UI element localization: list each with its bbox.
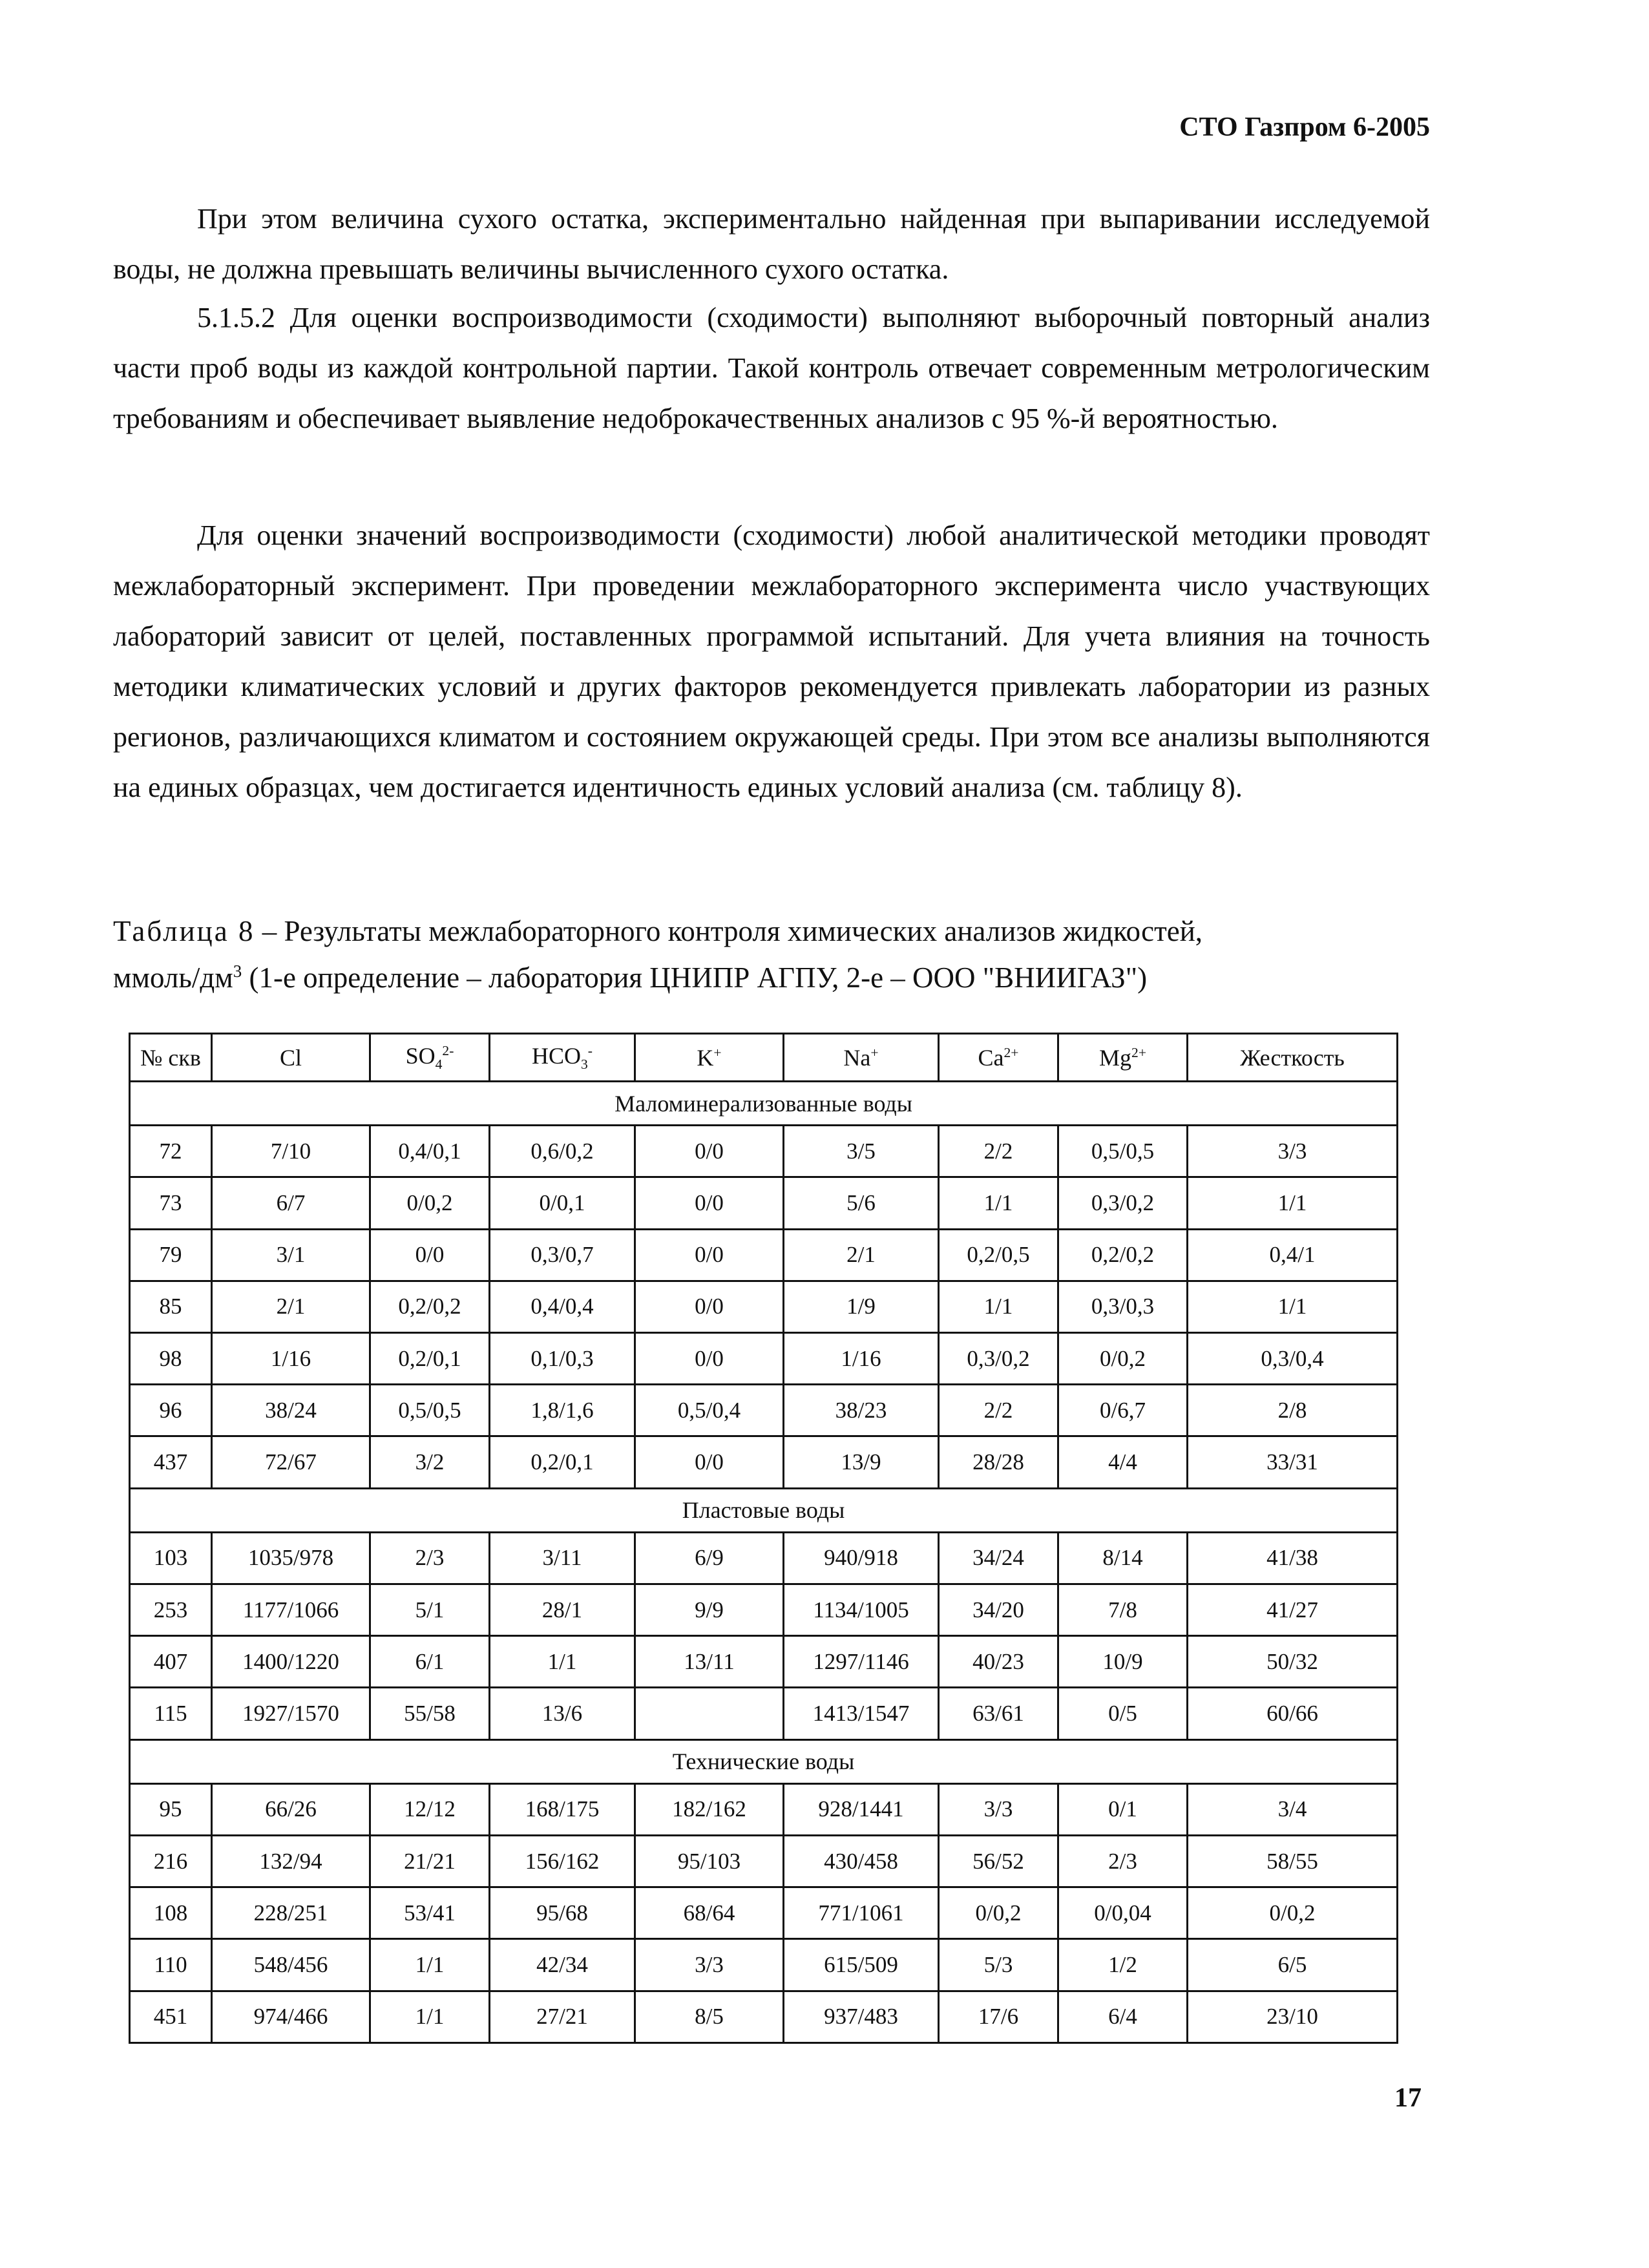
table-cell: 0/0 [635, 1229, 784, 1281]
table-row [130, 1836, 1398, 1887]
table-cell: 34/20 [939, 1584, 1058, 1636]
column-header-subscript: 3 [581, 1056, 588, 1073]
table-cell: 0,4/1 [1188, 1229, 1398, 1281]
table-cell: 1927/1570 [212, 1688, 370, 1739]
table-cell: 95/103 [635, 1836, 784, 1887]
well-number-cell: 72 [130, 1126, 212, 1177]
table-cell: 9/9 [635, 1584, 784, 1636]
caption-line-1 [113, 911, 1341, 951]
table-cell: 0/6,7 [1058, 1385, 1188, 1436]
table-cell: 0,2/0,5 [939, 1229, 1058, 1281]
table-cell: 6/1 [370, 1636, 490, 1688]
well-number-cell: 451 [130, 1991, 212, 2042]
table-cell: 1/1 [939, 1281, 1058, 1332]
table-cell: 1400/1220 [212, 1636, 370, 1688]
table-cell: 28/28 [939, 1436, 1058, 1488]
table-cell: 0,2/0,1 [490, 1436, 635, 1488]
well-number-cell: 110 [130, 1939, 212, 1991]
table-cell: 0/5 [1058, 1688, 1188, 1739]
table-cell: 1/1 [1188, 1281, 1398, 1332]
table-cell: 771/1061 [784, 1887, 939, 1939]
table-cell: 2/3 [370, 1532, 490, 1584]
well-number-cell: 407 [130, 1636, 212, 1688]
document-code-header: СТО Газпром 6-2005 [1179, 112, 1430, 142]
column-header-label: Жесткость [1240, 1044, 1345, 1071]
table-cell: 0/0,2 [939, 1887, 1058, 1939]
table-cell: 228/251 [212, 1887, 370, 1939]
table-cell: 1/1 [370, 1991, 490, 2042]
table-cell: 5/6 [784, 1177, 939, 1229]
table-cell: 21/21 [370, 1836, 490, 1887]
table-row [130, 1126, 1398, 1177]
table-cell: 55/58 [370, 1688, 490, 1739]
table-cell: 63/61 [939, 1688, 1058, 1739]
table-cell: 0,6/0,2 [490, 1126, 635, 1177]
table-cell: 10/9 [1058, 1636, 1188, 1688]
table-cell: 53/41 [370, 1887, 490, 1939]
caption-label: Таблица 8 [113, 915, 255, 947]
table-row [130, 1939, 1398, 1991]
group-header-row [130, 1488, 1398, 1532]
table-cell: 548/456 [212, 1939, 370, 1991]
well-number-cell: 103 [130, 1532, 212, 1584]
column-header [1058, 1034, 1188, 1082]
page-number: 17 [1394, 2083, 1422, 2113]
table-cell: 3/11 [490, 1532, 635, 1584]
table-cell: 23/10 [1188, 1991, 1398, 2042]
table-cell: 17/6 [939, 1991, 1058, 2042]
caption-note: (1-е определение – лаборатория ЦНИПР АГПУ, 2-е – ООО "ВНИИГАЗ") [242, 961, 1148, 994]
table-cell: 8/5 [635, 1991, 784, 2042]
table-cell: 27/21 [490, 1991, 635, 2042]
table-row [130, 1333, 1398, 1385]
table-cell: 3/3 [939, 1783, 1058, 1835]
table-cell: 0/0,2 [1188, 1887, 1398, 1939]
column-header [1188, 1034, 1398, 1082]
table-cell: 8/14 [1058, 1532, 1188, 1584]
table-cell: 0,1/0,3 [490, 1333, 635, 1385]
table-row [130, 1229, 1398, 1281]
well-number-cell: 108 [130, 1887, 212, 1939]
table-cell: 0/0 [370, 1229, 490, 1281]
table-cell: 42/34 [490, 1939, 635, 1991]
table-cell: 7/10 [212, 1126, 370, 1177]
table-cell: 0/0 [635, 1177, 784, 1229]
table-cell: 1/1 [939, 1177, 1058, 1229]
table-cell: 33/31 [1188, 1436, 1398, 1488]
table-cell [635, 1688, 784, 1739]
table-cell: 615/509 [784, 1939, 939, 1991]
well-number-cell: 95 [130, 1783, 212, 1835]
body-paragraph-1 [113, 194, 1430, 295]
caption-line-2 [113, 951, 1341, 998]
body-paragraph-3 [113, 510, 1430, 813]
table-row [130, 1584, 1398, 1636]
column-header [212, 1034, 370, 1082]
table-cell: 4/4 [1058, 1436, 1188, 1488]
table-cell: 0,4/0,4 [490, 1281, 635, 1332]
table-cell: 1/16 [784, 1333, 939, 1385]
table-cell: 56/52 [939, 1836, 1058, 1887]
table-cell: 1297/1146 [784, 1636, 939, 1688]
table-cell: 0/0,1 [490, 1177, 635, 1229]
table-cell: 66/26 [212, 1783, 370, 1835]
table-cell: 5/1 [370, 1584, 490, 1636]
column-header-label: HCO [531, 1042, 581, 1069]
table-cell: 2/8 [1188, 1385, 1398, 1436]
table-cell: 974/466 [212, 1991, 370, 2042]
caption-title: – Результаты межлабораторного контроля химических анализов жидкостей, [255, 915, 1203, 947]
table-cell: 0,3/0,4 [1188, 1333, 1398, 1385]
table-cell: 6/9 [635, 1532, 784, 1584]
table-cell: 1/1 [1188, 1177, 1398, 1229]
table-cell: 38/24 [212, 1385, 370, 1436]
table-cell: 1177/1066 [212, 1584, 370, 1636]
column-header-label: SO [405, 1042, 436, 1069]
table-row [130, 1991, 1398, 2042]
well-number-cell: 85 [130, 1281, 212, 1332]
column-header [490, 1034, 635, 1082]
table-cell: 0,4/0,1 [370, 1126, 490, 1177]
caption-unit-exponent: 3 [233, 961, 242, 981]
table-cell: 2/1 [212, 1281, 370, 1332]
table-cell: 68/64 [635, 1887, 784, 1939]
table-caption [113, 911, 1341, 998]
column-header-superscript: + [870, 1044, 879, 1060]
table-cell: 182/162 [635, 1783, 784, 1835]
table-cell: 1035/978 [212, 1532, 370, 1584]
table-cell: 1,8/1,6 [490, 1385, 635, 1436]
table-cell: 0,3/0,2 [939, 1333, 1058, 1385]
table-cell: 3/2 [370, 1436, 490, 1488]
group-header-row [130, 1082, 1398, 1126]
table-cell: 0/0 [635, 1436, 784, 1488]
header-row [130, 1034, 1398, 1082]
well-number-cell: 437 [130, 1436, 212, 1488]
column-header [784, 1034, 939, 1082]
table-cell: 940/918 [784, 1532, 939, 1584]
table-cell: 0/0,2 [1058, 1333, 1188, 1385]
table-cell: 0/0 [635, 1281, 784, 1332]
column-header-superscript: - [587, 1042, 593, 1058]
column-header-label: Ca [978, 1044, 1004, 1071]
table-cell: 95/68 [490, 1887, 635, 1939]
column-header-label: Cl [279, 1044, 302, 1071]
table-cell: 0/0,2 [370, 1177, 490, 1229]
table-cell: 168/175 [490, 1783, 635, 1835]
table-cell: 3/3 [635, 1939, 784, 1991]
table-cell: 13/9 [784, 1436, 939, 1488]
table-body [130, 1082, 1398, 2043]
table-cell: 0,5/0,4 [635, 1385, 784, 1436]
table-cell: 60/66 [1188, 1688, 1398, 1739]
table-cell: 5/3 [939, 1939, 1058, 1991]
table-cell: 2/3 [1058, 1836, 1188, 1887]
table-cell: 0/0,04 [1058, 1887, 1188, 1939]
table-cell: 34/24 [939, 1532, 1058, 1584]
table-cell: 0,5/0,5 [370, 1385, 490, 1436]
table-cell: 41/27 [1188, 1584, 1398, 1636]
table-row [130, 1385, 1398, 1436]
table-row [130, 1636, 1398, 1688]
table-cell: 3/4 [1188, 1783, 1398, 1835]
table-cell: 1/9 [784, 1281, 939, 1332]
group-title: Маломинерализованные воды [130, 1082, 1398, 1126]
table-cell: 12/12 [370, 1783, 490, 1835]
table-cell: 38/23 [784, 1385, 939, 1436]
table-cell: 0,5/0,5 [1058, 1126, 1188, 1177]
table-cell: 0,2/0,2 [1058, 1229, 1188, 1281]
well-number-cell: 73 [130, 1177, 212, 1229]
table-cell: 6/7 [212, 1177, 370, 1229]
paragraph-text: 5.1.5.2 Для оценки воспроизводимости (сходимости) выполняют выборочный повторный анализ части проб воды из каждой контрольной партии. Такой контроль отвечает современным метрологическим требованиям и обеспечивает выявление недоброкачественных анализов с 95 %-й вероятностью. [113, 302, 1430, 434]
column-header-label: K [697, 1044, 714, 1071]
table-row [130, 1532, 1398, 1584]
table-cell: 0,2/0,1 [370, 1333, 490, 1385]
table-cell: 1413/1547 [784, 1688, 939, 1739]
table-cell: 937/483 [784, 1991, 939, 2042]
table-cell: 58/55 [1188, 1836, 1398, 1887]
well-number-cell: 115 [130, 1688, 212, 1739]
column-header [370, 1034, 490, 1082]
paragraph-text: При этом величина сухого остатка, экспериментально найденная при выпаривании исследуемой воды, не должна превышать величины вычисленного сухого остатка. [113, 203, 1430, 285]
column-header-subscript: 4 [435, 1056, 443, 1073]
table-cell: 50/32 [1188, 1636, 1398, 1688]
table-cell: 1/1 [370, 1939, 490, 1991]
table-row [130, 1688, 1398, 1739]
table-cell: 430/458 [784, 1836, 939, 1887]
table-row [130, 1783, 1398, 1835]
table-cell: 40/23 [939, 1636, 1058, 1688]
table-cell: 2/2 [939, 1126, 1058, 1177]
table-cell: 3/5 [784, 1126, 939, 1177]
well-number-cell: 96 [130, 1385, 212, 1436]
column-header-label: № скв [140, 1044, 201, 1071]
table-cell: 1/16 [212, 1333, 370, 1385]
group-title: Технические воды [130, 1739, 1398, 1783]
column-header [130, 1034, 212, 1082]
table-cell: 0,3/0,2 [1058, 1177, 1188, 1229]
table-cell: 0,3/0,7 [490, 1229, 635, 1281]
well-number-cell: 253 [130, 1584, 212, 1636]
paragraph-text: Для оценки значений воспроизводимости (сходимости) любой аналитической методики проводят межлабораторный эксперимент. При проведении межлабораторного эксперимента число участвующих лабораторий зависит от целей, поставленных программой испытаний. Для учета влияния на точность методики климатических условий и других факторов рекомендуется привлекать лаборатории из разных регионов, различающихся климатом и состоянием окружающей среды. При этом все анализы выполняются на единых образцах, чем достигается идентичность единых условий анализа (см. таблицу 8). [113, 520, 1430, 803]
table-cell: 132/94 [212, 1836, 370, 1887]
table-row [130, 1177, 1398, 1229]
table-cell: 28/1 [490, 1584, 635, 1636]
body-paragraph-2 [113, 293, 1430, 444]
table-row [130, 1887, 1398, 1939]
table-cell: 0/0 [635, 1333, 784, 1385]
table-cell: 156/162 [490, 1836, 635, 1887]
table-cell: 2/2 [939, 1385, 1058, 1436]
table-header [130, 1034, 1398, 1082]
well-number-cell: 79 [130, 1229, 212, 1281]
table-cell: 0/0 [635, 1126, 784, 1177]
well-number-cell: 216 [130, 1836, 212, 1887]
table-cell: 3/1 [212, 1229, 370, 1281]
table-cell: 1/2 [1058, 1939, 1188, 1991]
column-header-superscript: 2+ [1003, 1044, 1019, 1060]
group-title: Пластовые воды [130, 1488, 1398, 1532]
table-cell: 41/38 [1188, 1532, 1398, 1584]
table-cell: 6/4 [1058, 1991, 1188, 2042]
table-cell: 2/1 [784, 1229, 939, 1281]
table-cell: 928/1441 [784, 1783, 939, 1835]
column-header-superscript: 2- [442, 1042, 454, 1058]
table-cell: 1134/1005 [784, 1584, 939, 1636]
caption-unit: ммоль/дм [113, 961, 233, 994]
table-row [130, 1281, 1398, 1332]
results-table [129, 1033, 1398, 2044]
table-cell: 0,3/0,3 [1058, 1281, 1188, 1332]
table-cell: 72/67 [212, 1436, 370, 1488]
table-row [130, 1436, 1398, 1488]
column-header-label: Na [843, 1044, 871, 1071]
table-cell: 6/5 [1188, 1939, 1398, 1991]
table-cell: 1/1 [490, 1636, 635, 1688]
table-cell: 0/1 [1058, 1783, 1188, 1835]
table-cell: 0,2/0,2 [370, 1281, 490, 1332]
column-header-label: Mg [1099, 1044, 1132, 1071]
column-header-superscript: 2+ [1131, 1044, 1146, 1060]
column-header [939, 1034, 1058, 1082]
column-header [635, 1034, 784, 1082]
table-cell: 13/6 [490, 1688, 635, 1739]
well-number-cell: 98 [130, 1333, 212, 1385]
group-header-row [130, 1739, 1398, 1783]
table-cell: 7/8 [1058, 1584, 1188, 1636]
column-header-superscript: + [713, 1044, 722, 1060]
table-cell: 13/11 [635, 1636, 784, 1688]
table-cell: 3/3 [1188, 1126, 1398, 1177]
